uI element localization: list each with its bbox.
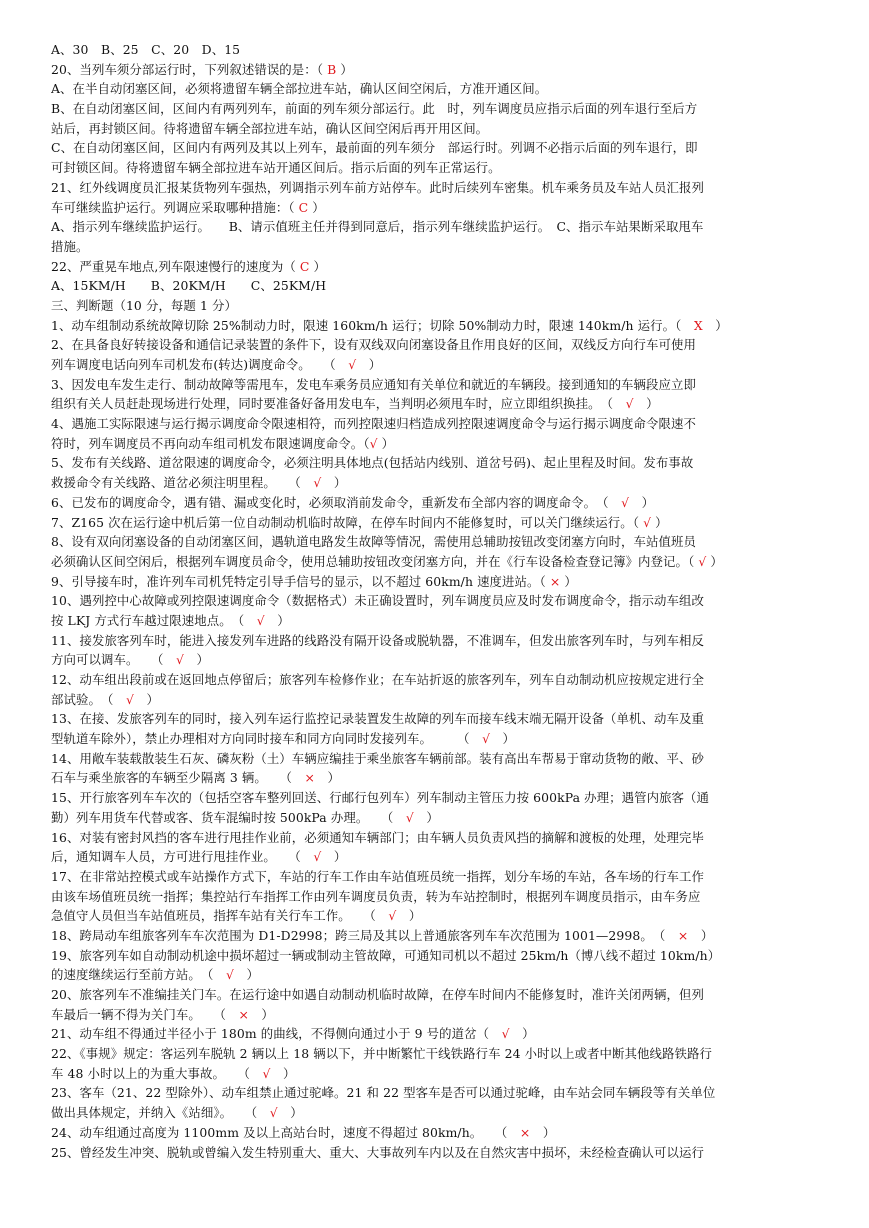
text-segment: ） [560, 573, 577, 589]
text-line [51, 217, 842, 237]
text-segment: ） [702, 317, 728, 333]
text-segment: 后，通知调车人员，方可进行甩挂作业。 （ [51, 849, 314, 865]
answer-mark: × [304, 770, 315, 786]
text-segment: 2、在具备良好转接设备和通信记录装置的条件下，设有双线双向闭塞设备且作用良好的区间，双线反方向行车可使用 [51, 337, 697, 353]
text-segment: ） [651, 514, 668, 530]
text-segment: 石车与乘坐旅客的车辆至少隔离 3 辆。 （ [51, 770, 305, 786]
text-segment: 15、开行旅客列车车次的（包括空客车整列回送、行邮行包列车）列车制动主管压力按 600kPa 办理；遇管内旅客（通 [51, 790, 710, 806]
text-line [51, 1143, 842, 1163]
text-segment: 车可继续监护运行。列调应采取哪种措施：（ [51, 199, 299, 215]
text-segment: ） [308, 199, 325, 215]
text-segment: ） [321, 475, 347, 491]
text-segment: A、30 B、25 C、20 D、15 [51, 42, 241, 57]
answer-mark: C [299, 258, 310, 274]
text-segment: ） [396, 908, 422, 924]
answer-mark: X [693, 317, 703, 333]
text-segment: 三、判断题（10 分，每题 1 分） [51, 297, 237, 313]
text-segment: 20、旅客列车不准编挂关门车。在运行途中如遇自动制动机临时故障，在停车时间内不能修复时，准许关闭两辆，但列 [51, 987, 704, 1002]
text-line [51, 453, 842, 473]
text-segment: 11、接发旅客列车时，能进入接发列车进路的线路没有隔开设备或脱轨器，不准调车，但发出旅客列车时，与列车相反 [51, 632, 704, 648]
text-line [51, 591, 842, 611]
text-segment: ） [309, 258, 326, 274]
text-line [51, 532, 842, 552]
text-line [51, 847, 842, 867]
text-line [51, 729, 842, 749]
text-segment: 的速度继续运行至前方站。 （ [51, 967, 226, 983]
answer-mark: × [238, 1006, 249, 1022]
text-segment: B、在自动闭塞区间，区间内有两列列车，前面的列车须分部运行。此 时，列车调度员应指示后面的列车退行至后方 [51, 101, 698, 117]
text-segment: 22、严重晃车地点,列车限速慢行的速度为（ [51, 258, 300, 274]
text-segment: 19、旅客列车如自动制动机途中损坏超过一辆或制动主管故障，可通知司机以不超过 25km/h（博八线不超过 10km/h） [51, 947, 721, 963]
text-segment: 部试验。 （ [51, 691, 127, 707]
answer-mark: √ [176, 652, 184, 668]
text-segment: ） [356, 357, 382, 372]
text-line [51, 1044, 842, 1064]
text-line [51, 99, 842, 119]
text-segment: ） [509, 1026, 535, 1042]
text-segment: 18、跨局动车组旅客列车车次范围为 D1-D2998；跨三局及其以上普通旅客列车车次范围为 1001—2998。 （ [51, 927, 678, 943]
text-line [51, 768, 842, 788]
answer-mark: √ [126, 691, 135, 707]
text-line [51, 473, 842, 493]
text-line [51, 749, 842, 769]
text-segment: 措施。 [51, 238, 89, 254]
text-line [51, 1005, 842, 1025]
answer-mark: √ [256, 612, 265, 628]
text-line [51, 572, 842, 592]
text-line [51, 828, 842, 848]
text-segment: 5、发布有关线路、道岔限速的调度命令，必须注明具体地点(包括站内线别、道岔号码)、起止里程及时间。发布事故 [51, 455, 694, 471]
answer-mark: √ [348, 357, 357, 372]
text-line [51, 1083, 842, 1103]
answer-mark: √ [369, 435, 378, 451]
answer-mark: √ [643, 514, 652, 530]
text-segment: A、在半自动闭塞区间，必须将遗留车辆全部拉进车站，确认区间空闲后，方准开通区间。 [51, 81, 548, 97]
text-segment: 9、引导接车时，准许列车司机凭特定引导手信号的显示，以不超过 60km/h 速度进站。（ [51, 573, 550, 589]
text-line [51, 40, 842, 60]
text-segment: 12、动车组出段前或在返回地点停留后；旅客列车检修作业；在车站折返的旅客列车，列车自动制动机应按规定进行全 [51, 672, 704, 687]
text-segment: 7、Z165 次在运行途中机后第一位自动制动机临时故障，在停车时间内不能修复时，可以关门继续运行。（ [51, 514, 644, 530]
text-segment: ） [264, 612, 290, 628]
text-line [51, 946, 842, 966]
answer-mark: C [298, 199, 309, 215]
text-line [51, 1103, 842, 1123]
text-segment: 必须确认区间空闲后，根据列车调度员命令，使用总辅助按钮改变闭塞方向，并在《行车设备检查登记簿》内登记。（ [51, 553, 699, 569]
answer-mark: √ [698, 553, 707, 569]
text-segment: 23、客车（21、22 型除外）、动车组禁止通过驼峰。21 和 22 型客车是否可以通过驼峰，由车站会同车辆段等有关单位 [51, 1085, 716, 1101]
text-segment: 可封锁区间。待将遗留车辆全部拉进车站开通区间后。指示后面的列车正常运行。 [51, 160, 501, 176]
answer-mark: √ [313, 849, 322, 865]
text-line [51, 709, 842, 729]
text-segment: ） [134, 691, 160, 707]
text-line [51, 316, 842, 336]
text-segment: ） [706, 553, 723, 569]
text-segment: ） [530, 1124, 556, 1140]
text-line [51, 985, 842, 1005]
text-line [51, 198, 842, 218]
text-segment: ） [413, 809, 439, 825]
text-segment: ） [688, 927, 714, 943]
text-line [51, 867, 842, 887]
answer-mark: × [677, 927, 689, 943]
text-segment: 车最后一辆不得为关门车。 （ [51, 1006, 239, 1022]
text-segment: A、指示列车继续监护运行。 B、请示值班主任并得到同意后，指示列车继续监护运行。 C、指示车站果断采取甩车 [51, 219, 704, 235]
text-segment: 20、当列车须分部运行时，下列叙述错误的是：（ [51, 61, 328, 77]
text-segment: ） [336, 61, 353, 77]
answer-mark: √ [388, 908, 397, 924]
text-line [51, 138, 842, 158]
text-line [51, 552, 842, 572]
text-line [51, 79, 842, 99]
text-line [51, 808, 842, 828]
text-segment: 急值守人员但当车站值班员，指挥车站有关行车工作。 （ [51, 908, 389, 924]
text-line [51, 1123, 842, 1143]
text-line [51, 434, 842, 454]
text-segment: 16、对装有密封风挡的客车进行甩挂作业前，必须通知车辆部门；由车辆人员负责风挡的摘解和渡板的处理，处理完毕 [51, 829, 704, 845]
answer-mark: √ [405, 809, 414, 825]
text-segment: 4、遇施工实际限速与运行揭示调度命令限速相符，而列控限速归档造成列控限速调度命令与运行揭示调度命令限速不 [51, 416, 697, 432]
text-segment: 由该车场值班员统一指挥；集控站行车指挥工作由列车调度员负责，转为车站控制时，根据列车调度员指示，由车务应 [51, 888, 701, 904]
answer-mark: √ [621, 494, 630, 510]
text-line [51, 178, 842, 198]
answer-mark: √ [501, 1026, 510, 1042]
text-segment: ） [233, 967, 259, 983]
text-line [51, 611, 842, 631]
answer-mark: √ [225, 967, 234, 983]
text-segment: ） [490, 731, 516, 747]
text-line [51, 513, 842, 533]
answer-mark: √ [625, 396, 634, 412]
text-line [51, 670, 842, 690]
text-segment: 10、遇列控中心故障或列控限速调度命令（数据格式）未正确设置时，列车调度员应及时发布调度命令，指示动车组改 [51, 593, 704, 609]
text-segment: 17、在非常站控模式或车站操作方式下，车站的行车工作由车站值班员统一指挥，划分车场的车站，各车场的行车工作 [51, 868, 704, 884]
text-line [51, 965, 842, 985]
text-line [51, 276, 842, 296]
answer-mark: √ [482, 731, 491, 747]
text-line [51, 887, 842, 907]
text-segment: 25、曾经发生冲突、脱轨或曾编入发生特别重大、重大、大事故列车内以及在自然灾害中损坏，未经检查确认可以运行 [51, 1144, 704, 1160]
text-line [51, 926, 842, 946]
text-line [51, 1024, 842, 1044]
answer-mark: √ [313, 475, 322, 491]
text-segment: A、15KM/H B、20KM/H C、25KM/H [51, 278, 327, 294]
text-segment: 列车调度电话向列车司机发布(转达)调度命令。 （ [51, 357, 349, 372]
text-line [51, 1064, 842, 1084]
text-segment: ） [321, 849, 347, 865]
text-line [51, 631, 842, 651]
text-line [51, 257, 842, 277]
text-line [51, 788, 842, 808]
text-line [51, 414, 842, 434]
text-segment: 站后，再封锁区间。待将遗留车辆全部拉进车站，确认区间空闲后再开用区间。 [51, 120, 489, 136]
text-segment: ） [314, 770, 340, 786]
text-segment: 1、动车组制动系统故障切除 25%制动力时，限速 160km/h 运行；切除 50%制动力时，限速 140km/h 运行。（ [51, 317, 694, 333]
text-line [51, 394, 842, 414]
text-line [51, 690, 842, 710]
text-segment: ） [270, 1065, 296, 1081]
text-segment: 按 LKJ 方式行车越过限速地点。 （ [51, 612, 257, 628]
text-segment: ） [248, 1006, 274, 1022]
text-line [51, 296, 842, 316]
text-line [51, 237, 842, 257]
text-segment: 13、在接、发旅客列车的同时，接入列车运行监控记录装置发生故障的列车而接车线末端无隔开设备（单机、动车及重 [51, 711, 704, 727]
text-segment: 6、已发布的调度命令，遇有错、漏或变化时，必须取消前发命令，重新发布全部内容的调度命令。 （ [51, 494, 622, 510]
text-segment: ） [377, 435, 395, 451]
text-segment: 方向可以调车。 （ [51, 652, 176, 668]
text-segment: 组织有关人员赶赴现场进行处理，同时要准备好备用发电车，当判明必须甩车时，应立即组织换挂。 （ [51, 396, 626, 412]
answer-mark: √ [269, 1105, 278, 1121]
text-segment: 8、设有双向闭塞设备的自动闭塞区间，遇轨道电路发生故障等情况，需使用总辅助按钮改变闭塞方向时，车站值班员 [51, 534, 697, 550]
text-line [51, 906, 842, 926]
text-line [51, 375, 842, 395]
text-segment: 符时，列车调度员不再向动车组司机发布限速调度命令。（ [51, 435, 370, 451]
text-segment: 救援命令有关线路、道岔必须注明里程。 （ [51, 475, 314, 491]
text-segment: 22、《事规》规定：客运列车脱轨 2 辆以上 18 辆以下，并中断繁忙干线铁路行车 24 小时以上或者中断其他线路铁路行 [51, 1046, 712, 1062]
text-line [51, 650, 842, 670]
text-segment: 车 48 小时以上的为重大事故。 （ [51, 1065, 263, 1081]
text-line [51, 119, 842, 139]
text-segment: 勤）列车用货车代替或客、货车混编时按 500kPa 办理。 （ [51, 809, 406, 825]
text-segment: 型轨道车除外），禁止办理相对方向同时接车和同方向同时发接列车。 （ [51, 731, 483, 747]
text-segment: ） [184, 652, 209, 668]
answer-mark: × [519, 1124, 531, 1140]
text-segment: ） [629, 494, 655, 510]
text-segment: 21、红外线调度员汇报某货物列车强热，列调指示列车前方站停车。此时后续列车密集。机车乘务员及车站人员汇报列 [51, 179, 704, 195]
text-line [51, 60, 842, 80]
text-line [51, 335, 842, 355]
text-segment: C、在自动闭塞区间，区间内有两列及其以上列车，最前面的列车须分 部运行时。列调不必指示后面的列车退行，即 [51, 140, 698, 156]
text-segment: 24、动车组通过高度为 1100mm 及以上高站台时，速度不得超过 80km/h。 （ [51, 1124, 520, 1140]
text-segment: ） [633, 396, 659, 412]
text-segment: 14、用敞车装载散装生石灰、磷灰粉（土）车辆应编挂于乘坐旅客车辆前部。装有高出车帮易于窜动货物的敞、平、砂 [51, 750, 704, 766]
text-segment: 做出具体规定，并纳入《站细》。 （ [51, 1105, 270, 1121]
text-segment: ） [277, 1105, 303, 1121]
text-line [51, 493, 842, 513]
answer-mark: × [549, 573, 561, 589]
text-segment: 21、动车组不得通过半径小于 180m 的曲线，不得侧向通过小于 9 号的道岔（ [51, 1026, 502, 1042]
answer-mark: √ [262, 1065, 271, 1081]
answer-mark: B [327, 61, 337, 77]
text-segment: 3、因发电车发生走行、制动故障等需甩车，发电车乘务员应通知有关单位和就近的车辆段。接到通知的车辆段应立即 [51, 376, 697, 392]
text-line [51, 355, 842, 375]
text-line [51, 158, 842, 178]
